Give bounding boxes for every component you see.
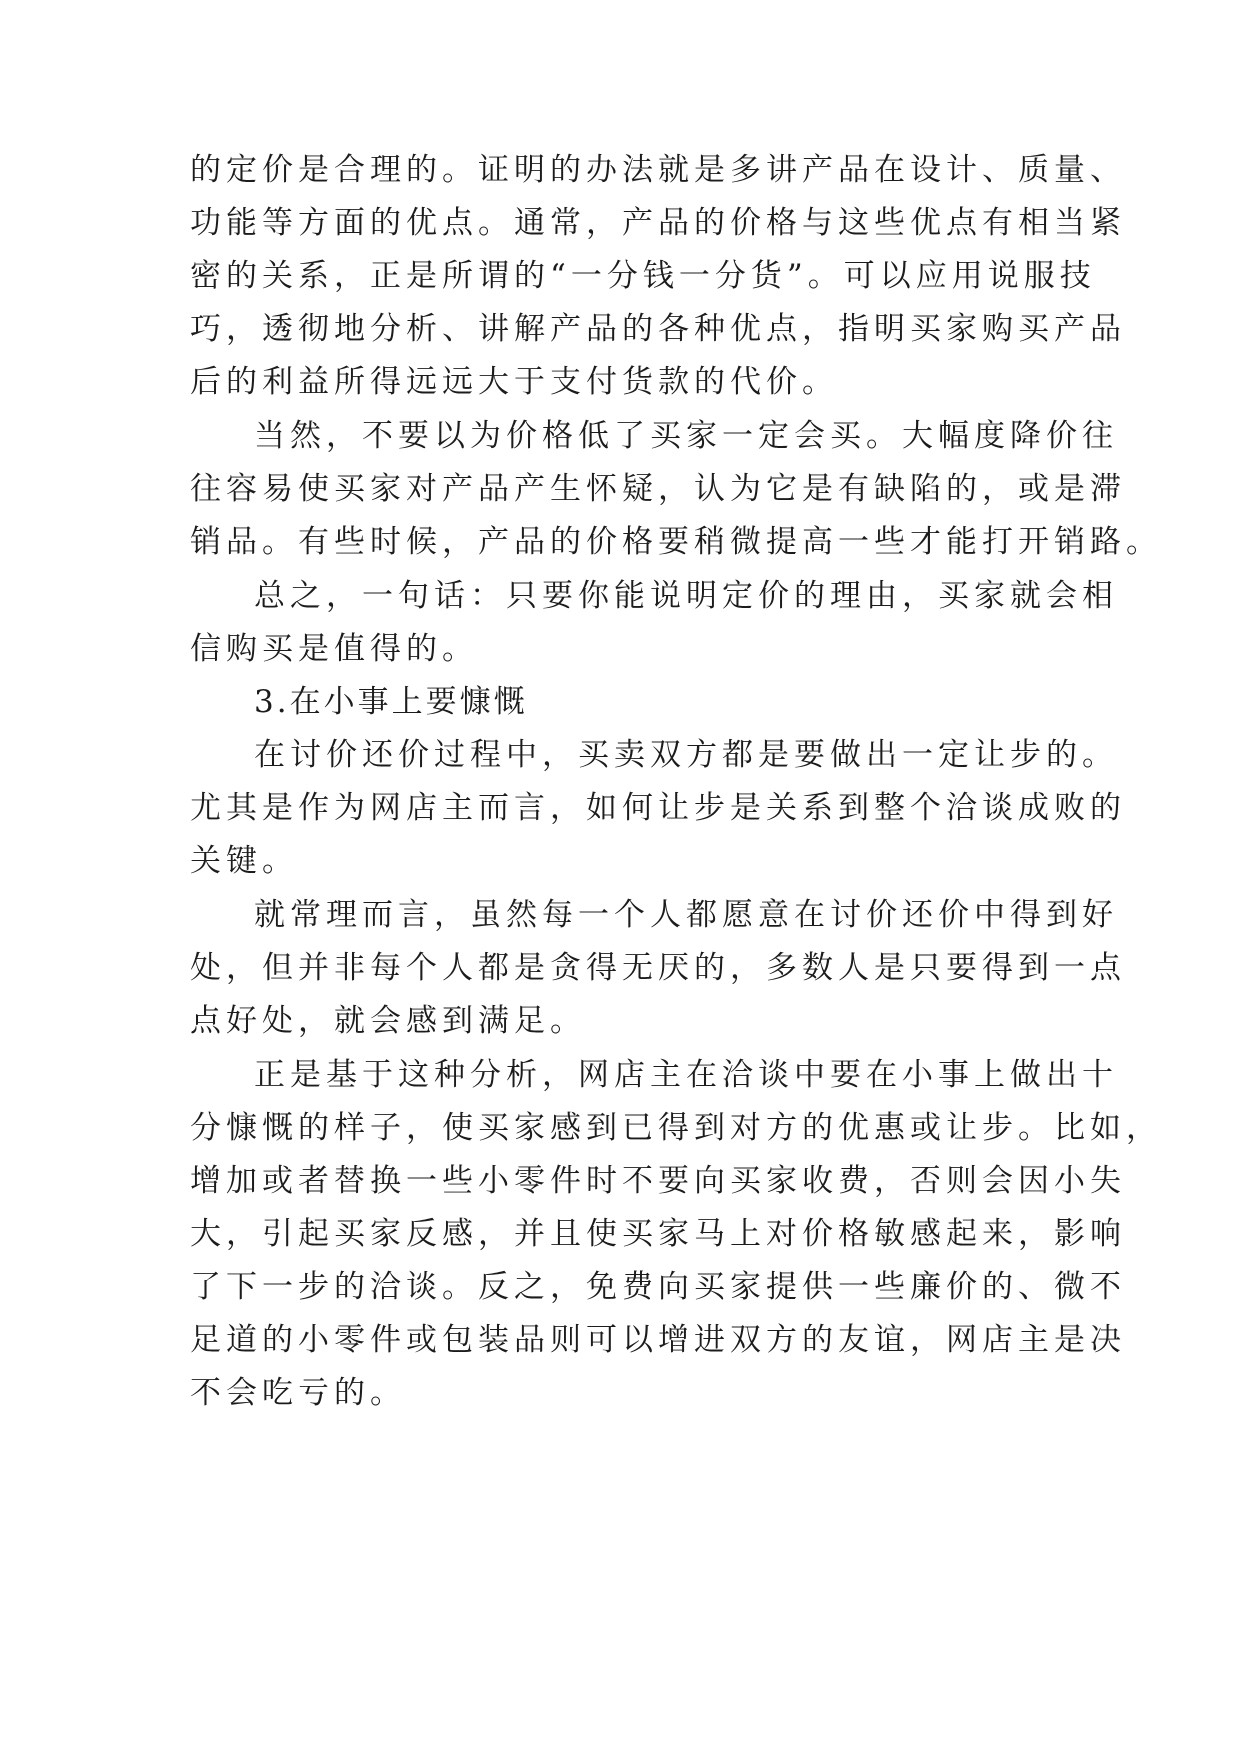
text-line: 处，但并非每个人都是贪得无厌的，多数人是只要得到一点 [190,950,1126,986]
text-line: 大，引起买家反感，并且使买家马上对价格敏感起来，影响 [190,1216,1126,1252]
text-line: 信购买是值得的。 [190,631,478,667]
text-line: 就常理而言，虽然每一个人都愿意在讨价还价中得到好 [254,897,1118,933]
text-line: 往容易使买家对产品产生怀疑，认为它是有缺陷的，或是滞 [190,471,1126,507]
text-line: 功能等方面的优点。通常，产品的价格与这些优点有相当紧 [190,205,1126,241]
section-heading: 3.在小事上要慷慨 [254,684,528,720]
text-line: 关键。 [190,843,298,879]
text-line: 增加或者替换一些小零件时不要向买家收费，否则会因小失 [190,1163,1126,1199]
text-line: 密的关系，正是所谓的“一分钱一分货”。可以应用说服技 [190,258,1096,294]
text-line: 在讨价还价过程中，买卖双方都是要做出一定让步的。 [254,737,1118,773]
text-line: 正是基于这种分析，网店主在洽谈中要在小事上做出十 [254,1057,1118,1093]
text-line: 后的利益所得远远大于支付货款的代价。 [190,364,838,400]
text-line: 尤其是作为网店主而言，如何让步是关系到整个洽谈成败的 [190,790,1126,826]
text-line: 总之，一句话：只要你能说明定价的理由，买家就会相 [254,578,1118,614]
text-line: 巧，透彻地分析、讲解产品的各种优点，指明买家购买产品 [190,311,1126,347]
text-line: 足道的小零件或包装品则可以增进双方的友谊，网店主是决 [190,1322,1126,1358]
text-line: 分慷慨的样子，使买家感到已得到对方的优惠或让步。比如， [190,1110,1162,1146]
text-line: 点好处，就会感到满足。 [190,1003,586,1039]
text-line: 不会吃亏的。 [190,1375,406,1411]
text-line: 了下一步的洽谈。反之，免费向买家提供一些廉价的、微不 [190,1269,1126,1305]
text-line: 当然，不要以为价格低了买家一定会买。大幅度降价往 [254,418,1118,454]
text-line: 销品。有些时候，产品的价格要稍微提高一些才能打开销路。 [190,524,1162,560]
text-line: 的定价是合理的。证明的办法就是多讲产品在设计、质量、 [190,152,1126,188]
